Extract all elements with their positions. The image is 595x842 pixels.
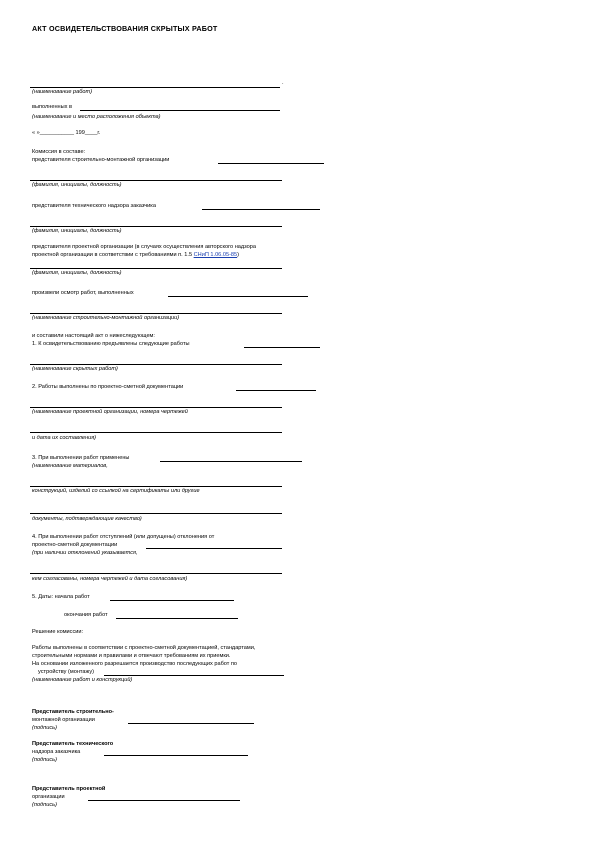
caption-materials: (наименование материалов, bbox=[32, 463, 108, 469]
caption-deviations: (при наличии отклонений указывается, bbox=[32, 550, 138, 556]
caption-work-constr: (наименование работ и конструкций) bbox=[32, 677, 133, 683]
start-date-line[interactable] bbox=[110, 600, 234, 601]
snip-link[interactable]: СНиП 1.06.05-85 bbox=[193, 252, 238, 258]
item-4-line2: проектно-сметной документации bbox=[32, 542, 118, 548]
item-3: 3. При выполнении работ применены bbox=[32, 455, 130, 461]
decision-text-2: строительными нормами и правилами и отвечают требованиям их приемки. bbox=[32, 653, 231, 659]
rep-tech-label: представителя технического надзора заказчика bbox=[32, 203, 156, 209]
materials-line[interactable] bbox=[30, 486, 282, 487]
rep-construction-line[interactable] bbox=[218, 163, 324, 164]
page-title: АКТ ОСВИДЕТЕЛЬСТВОВАНИЯ СКРЫТЫХ РАБОТ bbox=[32, 24, 218, 33]
item-1: 1. К освидетельствованию предъявлены следующие работы bbox=[32, 341, 190, 347]
decision-label: Решение комиссии: bbox=[32, 629, 84, 635]
end-date-label: окончания работ bbox=[64, 612, 108, 618]
object-line[interactable] bbox=[80, 110, 280, 111]
signature3-line[interactable] bbox=[88, 800, 240, 801]
signature2-line[interactable] bbox=[104, 755, 248, 756]
fio1-line[interactable] bbox=[30, 180, 282, 181]
caption-fio1: (фамилия, инициалы, должность) bbox=[32, 182, 122, 188]
org-line[interactable] bbox=[30, 313, 282, 314]
decision-text-4: устройству (монтажу) bbox=[38, 669, 94, 675]
item3-line[interactable] bbox=[160, 461, 302, 462]
signature2-caption: (подпись) bbox=[32, 757, 57, 763]
caption-documents: документы, подтверждающие качество) bbox=[32, 516, 142, 522]
caption-work-name: (наименование работ) bbox=[32, 89, 93, 95]
commission-label: Комиссия в составе: bbox=[32, 149, 86, 155]
item-5: 5. Даты: начала работ bbox=[32, 594, 90, 600]
item4-line[interactable] bbox=[146, 548, 282, 549]
signature1-subtitle: монтажной организации bbox=[32, 717, 95, 723]
signature1-line[interactable] bbox=[128, 723, 254, 724]
decision-text-1: Работы выполнены в соответствии с проектно-сметной документацией, стандартами, bbox=[32, 645, 256, 651]
signature2-subtitle: надзора заказчика bbox=[32, 749, 81, 755]
design-date-line[interactable] bbox=[30, 432, 282, 433]
signature1-caption: (подпись) bbox=[32, 725, 57, 731]
item-4-line1: 4. При выполнении работ отступлений (или допущены) отклонения от bbox=[32, 534, 215, 540]
signature2-title: Представитель технического bbox=[32, 741, 114, 747]
item1-line[interactable] bbox=[244, 347, 320, 348]
caption-design: (наименование проектной организации, номера чертежей bbox=[32, 409, 188, 415]
design-line[interactable] bbox=[30, 407, 282, 408]
date-line[interactable]: « »___________ 199____г. bbox=[32, 130, 101, 136]
caption-org: (наименование строительно-монтажной организации) bbox=[32, 315, 180, 321]
caption-hidden-works: (наименование скрытых работ) bbox=[32, 366, 118, 372]
work-name-period: . bbox=[282, 80, 284, 86]
deviations-line[interactable] bbox=[30, 573, 282, 574]
compiled-label: и составили настоящий акт о нижеследующем: bbox=[32, 333, 155, 339]
fio3-line[interactable] bbox=[30, 268, 282, 269]
signature1-title: Представитель строительно- bbox=[32, 709, 114, 715]
rep-tech-line[interactable] bbox=[202, 209, 320, 210]
work-name-line[interactable] bbox=[30, 87, 280, 88]
caption-constructions: конструкций, изделий со ссылкой на сертификаты или другие bbox=[32, 488, 200, 494]
decision-text-3: На основании изложенного разрешается производство последующих работ по bbox=[32, 661, 238, 667]
fio2-line[interactable] bbox=[30, 226, 282, 227]
rep-design-line2: проектной организации в соответствии с требованиями п. 1.5 СНиП 1.06.05-85) bbox=[32, 252, 240, 258]
item2-line[interactable] bbox=[236, 390, 316, 391]
caption-fio2: (фамилия, инициалы, должность) bbox=[32, 228, 122, 234]
rep-construction-label: представителя строительно-монтажной организации bbox=[32, 157, 170, 163]
constructions-line[interactable] bbox=[30, 513, 282, 514]
signature3-subtitle: организации bbox=[32, 794, 65, 800]
hidden-works-line[interactable] bbox=[30, 364, 282, 365]
inspected-label: произвели осмотр работ, выполненных bbox=[32, 290, 134, 296]
item-2: 2. Работы выполнены по проектно-сметной документации bbox=[32, 384, 184, 390]
signature3-caption: (подпись) bbox=[32, 802, 57, 808]
caption-agreed: кем согласованы, номера чертежей и дата согласования) bbox=[32, 576, 188, 582]
signature3-title: Представитель проектной bbox=[32, 786, 106, 792]
next-works-line[interactable] bbox=[104, 675, 284, 676]
caption-object: (наименование и место расположения объекта) bbox=[32, 114, 161, 120]
end-date-line[interactable] bbox=[116, 618, 238, 619]
rep-design-line1: представителя проектной организации (в случаях осуществления авторского надзора bbox=[32, 244, 256, 250]
executed-in-label: выполненных в bbox=[32, 104, 72, 110]
caption-fio3: (фамилия, инициалы, должность) bbox=[32, 270, 122, 276]
caption-design-date: и дата их составления) bbox=[32, 435, 97, 441]
inspected-line[interactable] bbox=[168, 296, 308, 297]
